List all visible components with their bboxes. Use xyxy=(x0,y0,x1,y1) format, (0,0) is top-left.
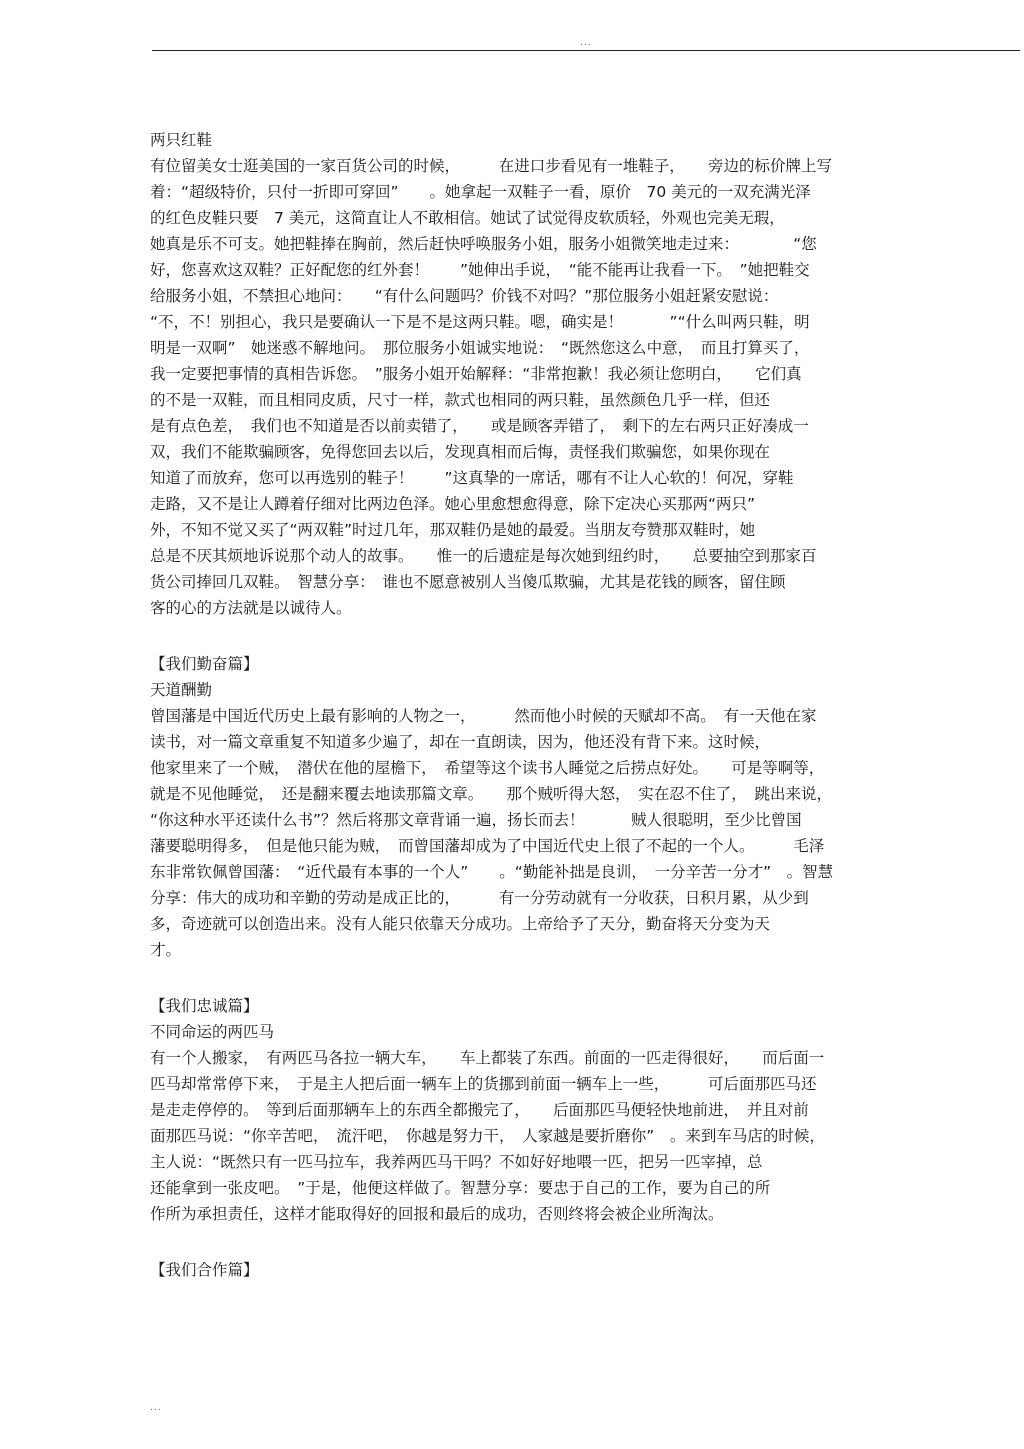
header-mark: ... xyxy=(580,38,592,48)
paragraph-line: “不，不！别担心，我只是要确认一下是不是这两只鞋。嗯，确实是！ ”“什么叫两只鞋，明 xyxy=(150,313,810,331)
paragraph-line: 有位留美女士逛美国的一家百货公司的时候， 在进口步看见有一堆鞋子， 旁边的标价牌上写 xyxy=(150,157,833,175)
section-gap xyxy=(150,621,868,651)
story-title: 天道酬勤 xyxy=(150,681,213,699)
paragraph-line: 着：“超级特价，只付一折即可穿回” 。她拿起一双鞋子一看，原价 70 美元的一双充满光泽 xyxy=(150,183,811,201)
paragraph-line: 有一个人搬家， 有两匹马各拉一辆大车， 车上都装了东西。前面的一匹走得很好， 而后面一 xyxy=(150,1049,825,1067)
paragraph-line: 他家里来了一个贼， 潜伏在他的屋檐下， 希望等这个读书人睡觉之后捞点好处。 可是等啊等， xyxy=(150,759,825,777)
story-paragraph xyxy=(150,1045,868,1227)
paragraph-line: 走路，又不是让人蹲着仔细对比两边色泽。她心里愈想愈得意，除下定决心买那两“两只” xyxy=(150,495,756,513)
paragraph-line: 是走走停停的。 等到后面那辆车上的东西全都搬完了， 后面那匹马便轻快地前进， 并且对前 xyxy=(150,1101,809,1119)
paragraph-line: 主人说：“既然只有一匹马拉车，我养两匹马干吗？不如好好地喂一匹，把另一匹宰掉，总 xyxy=(150,1153,763,1171)
paragraph-line: 才。 xyxy=(150,941,182,959)
story-title: 不同命运的两匹马 xyxy=(150,1023,275,1041)
story-title: 两只红鞋 xyxy=(150,131,213,149)
section-heading: 【我们忠诚篇】 xyxy=(150,997,259,1015)
paragraph-line: 双，我们不能欺骗顾客，免得您回去以后，发现真相而后悔，责怪我们欺骗您，如果你现在 xyxy=(150,443,771,461)
paragraph-line: 的红色皮鞋只要 7 美元，这简直让人不敢相信。她试了试觉得皮软质轻，外观也完美无瑕， xyxy=(150,209,785,227)
paragraph-line: 曾国藩是中国近代历史上最有影响的人物之一， 然而他小时候的天赋却不高。 有一天他在家 xyxy=(150,707,817,725)
paragraph-line: 明是一双啊” 她迷惑不解地问。 那位服务小姐诚实地说： “既然您这么中意， 而且打算买了， xyxy=(150,339,810,357)
paragraph-line: 货公司捧回几双鞋。 智慧分享： 谁也不愿意被别人当傻瓜欺骗，尤其是花钱的顾客，留住顾 xyxy=(150,573,786,591)
document-body xyxy=(150,127,868,1283)
story-paragraph xyxy=(150,153,868,621)
section-gap xyxy=(150,1227,868,1257)
paragraph-line: 就是不见他睡觉， 还是翻来覆去地读那篇文章。 那个贼听得大怒， 实在忍不住了， 跳出来说， xyxy=(150,785,833,803)
paragraph-line: 好，您喜欢这双鞋？正好配您的红外套！ ”她伸出手说， “能不能再让我看一下。 ”她把鞋交 xyxy=(150,261,810,279)
paragraph-line: 总是不厌其烦地诉说那个动人的故事。 惟一的后遗症是每次她到纽约时， 总要抽空到那家百 xyxy=(150,547,817,565)
paragraph-line: 匹马却常常停下来， 于是主人把后面一辆车上的货挪到前面一辆车上一些， 可后面那匹马还 xyxy=(150,1075,817,1093)
paragraph-line: 知道了而放弃，您可以再选别的鞋子！ ”这真挚的一席话，哪有不让人心软的！何况，穿鞋 xyxy=(150,469,794,487)
paragraph-line: 东非常钦佩曾国藩： “近代最有本事的一个人” 。“勤能补拙是良训， 一分辛苦一分才” 。智慧 xyxy=(150,863,834,881)
paragraph-line: “你这种水平还读什么书”？然后将那文章背诵一遍，扬长而去！ 贼人很聪明，至少比曾国 xyxy=(150,811,802,829)
paragraph-line: 还能拿到一张皮吧。 ”于是，他便这样做了。智慧分享：要忠于自己的工作，要为自己的所 xyxy=(150,1179,771,1197)
paragraph-line: 我一定要把事情的真相告诉您。 ”服务小姐开始解释：“非常抱歉！我必须让您明白， 它们真 xyxy=(150,365,802,383)
paragraph-line: 客的心的方法就是以诚待人。 xyxy=(150,599,352,617)
section-heading: 【我们合作篇】 xyxy=(150,1261,259,1279)
paragraph-line: 分享：伟大的成功和辛勤的劳动是成正比的， 有一分劳动就有一分收获，日积月累，从少到 xyxy=(150,889,809,907)
paragraph-line: 读书，对一篇文章重复不知道多少遍了，却在一直朗读，因为，他还没有背下来。这时候， xyxy=(150,733,771,751)
section-gap xyxy=(150,963,868,993)
paragraph-line: 面那匹马说：“你辛苦吧， 流汗吧， 你越是努力干， 人家越是要折磨你” 。来到车马店的时候， xyxy=(150,1127,825,1145)
paragraph-line: 的不是一双鞋，而且相同皮质，尺寸一样，款式也相同的两只鞋，虽然颜色几乎一样，但还 xyxy=(150,391,771,409)
story-paragraph xyxy=(150,703,868,963)
paragraph-line: 是有点色差， 我们也不知道是否以前卖错了， 或是顾客弄错了， 剩下的左右两只正好凑成一 xyxy=(150,417,809,435)
section-heading: 【我们勤奋篇】 xyxy=(150,655,259,673)
paragraph-line: 外，不知不觉又买了“两双鞋”时过几年，那双鞋仍是她的最爱。当朋友夸赞那双鞋时，她 xyxy=(150,521,756,539)
paragraph-line: 给服务小姐，不禁担心地问： “有什么问题吗？价钱不对吗？”那位服务小姐赶紧安慰说： xyxy=(150,287,779,305)
paragraph-line: 多，奇迹就可以创造出来。没有人能只依靠天分成功。上帝给予了天分，勤奋将天分变为天 xyxy=(150,915,771,933)
paragraph-line: 藩要聪明得多， 但是他只能为贼， 而曾国藩却成为了中国近代史上很了不起的一个人。 毛泽 xyxy=(150,837,825,855)
header-rule xyxy=(152,50,1020,51)
paragraph-line: 作所为承担责任，这样才能取得好的回报和最后的成功，否则终将会被企业所淘汰。 xyxy=(150,1205,724,1223)
footer-mark: ... xyxy=(150,1403,162,1413)
paragraph-line: 她真是乐不可支。她把鞋捧在胸前，然后赶快呼唤服务小姐，服务小姐微笑地走过来： “您 xyxy=(150,235,817,253)
